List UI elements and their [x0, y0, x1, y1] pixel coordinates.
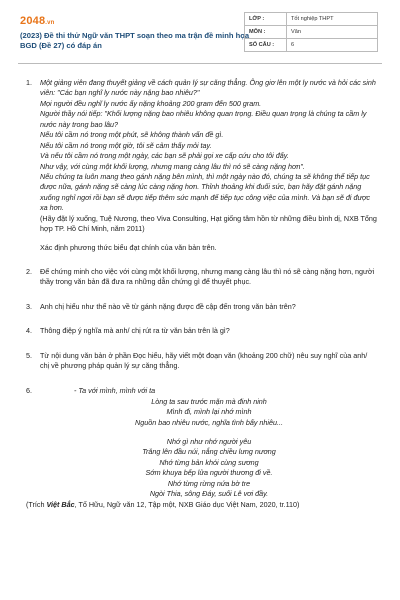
question-4	[26, 326, 378, 336]
poem-line: Nhớ từng bản khói cùng sương	[159, 457, 259, 467]
meta-key: MÔN :	[245, 26, 287, 39]
question-number: 5.	[26, 350, 32, 360]
poem-line: Nhớ gì như nhớ người yêu	[166, 436, 252, 446]
source-prefix: (Trích	[26, 499, 47, 509]
poem-first-line: - Ta với mình, mình với ta	[74, 385, 156, 395]
passage-paragraph: Nếu tôi cầm nó trong một phút, sẽ không thành vấn đề gì.	[40, 130, 224, 140]
meta-value: 6	[287, 39, 378, 52]
question-5	[26, 351, 378, 372]
question-2	[26, 267, 378, 288]
meta-value: Tốt nghiệp THPT	[287, 13, 378, 26]
document-title: (2023) Đề thi thử Ngữ văn THPT soạn theo ma trận đề minh họa BGD (Đề 27) có đáp án	[20, 31, 250, 51]
poem-line: Ngòi Thia, sông Đáy, suối Lê vơi đầy.	[149, 489, 269, 499]
passage-paragraph: Người thầy nói tiếp: "Khối lượng nặng bao nhiêu không quan trọng. Điều quan trọng là chúng ta cầm ly nước này trong bao lâu?	[40, 109, 367, 129]
question-number: 1.	[26, 78, 32, 87]
document-header	[18, 0, 382, 64]
question-number: 3.	[26, 301, 32, 311]
meta-key: SỐ CÂU :	[245, 39, 287, 52]
question-number: 6.	[26, 385, 32, 395]
reading-passage	[40, 78, 378, 214]
meta-row-count	[245, 39, 378, 52]
question-number: 4.	[26, 326, 32, 336]
passage-source: (Hãy đặt lý xuống, Tuệ Nương, theo Viva Consulting, Hạt giống tâm hồn từ những điều bình dị, NXB Tổng hợp TP. Hồ Chí Minh, năm 2011)	[40, 213, 377, 234]
logo-suffix-text: .vn	[45, 20, 55, 26]
passage-paragraph: Mọi người đều nghĩ ly nước ấy nặng khoảng 200 gram đến 500 gram.	[40, 98, 262, 108]
question-text: Từ nội dung văn bản ở phần Đọc hiểu, hãy viết một đoạn văn (khoảng 200 chữ) nêu suy nghĩ của anh/ chị về phương pháp quản lý sự căng thẳng.	[40, 350, 368, 371]
poem-excerpt	[40, 397, 378, 500]
passage-paragraph: Nếu tôi cầm nó trong một giờ, tôi sẽ cảm thấy mỏi tay.	[40, 140, 212, 150]
passage-paragraph: Như vậy, với cùng một khối lượng, nhưng mang càng lâu thì nó sẽ càng nặng hơn".	[40, 161, 305, 171]
question-text: Để chứng minh cho việc với cùng một khối lượng, nhưng mang càng lâu thì nó sẽ càng nặng hơn, người thầy trong văn bản đã đưa ra những dẫn chứng gì để thuyết phục.	[40, 267, 375, 287]
document-content	[18, 64, 382, 510]
question-3	[26, 302, 378, 312]
poem-line: Lòng ta sau trước mặn mà đinh ninh	[151, 396, 267, 406]
question-6	[26, 386, 378, 510]
passage-paragraph: Và nếu tôi cầm nó trong một ngày, các bạn sẽ phải gọi xe cấp cứu cho tôi đấy.	[40, 151, 289, 161]
source-title: Việt Bắc	[46, 499, 75, 509]
poem-source	[26, 500, 378, 510]
poem-line: Mình đi, mình lại nhớ mình	[166, 407, 252, 417]
meta-value: Văn	[287, 26, 378, 39]
question-1	[26, 78, 378, 253]
exam-meta-table	[244, 12, 378, 52]
passage-paragraph: Nếu chúng ta luôn mang theo gánh nặng bên mình, thì một ngày nào đó, chúng ta sẽ không thể tiếp tục được nữa, gánh nặng sẽ càng lúc càng nặng hơn. Thỉnh thoảng khi đuối sức, bạn hãy đặt gánh nặng xuống nghỉ ngơi rồi bạn sẽ được tiếp thêm sức mạnh để tiếp tục công việc của mình. Và bạn sẽ đi được xa hơn.	[40, 171, 370, 213]
poem-line: Trăng lên đầu núi, nắng chiều lưng nương	[142, 447, 276, 457]
logo-main-text: 2048	[20, 15, 46, 27]
question-text: Thông điệp ý nghĩa mà anh/ chị rút ra từ văn bản trên là gì?	[40, 326, 230, 336]
question-text: Xác định phương thức biểu đạt chính của văn bản trên.	[40, 242, 217, 252]
question-number: 2.	[26, 267, 32, 276]
poem-line: Sớm khuya bếp lửa người thương đi về.	[145, 468, 273, 478]
passage-paragraph: Một giảng viên đang thuyết giảng về cách quản lý sự căng thẳng. Ông giơ lên một ly nước và hỏi các sinh viên: "Các bạn nghĩ ly nước này nặng bao nhiêu?"	[40, 78, 376, 98]
meta-key: LỚP :	[245, 13, 287, 26]
site-logo[interactable]	[20, 14, 55, 30]
poem-line: Nguồn bao nhiêu nước, nghĩa tình bấy nhiêu...	[135, 417, 283, 427]
poem-line: Nhớ từng rừng nứa bờ tre	[167, 478, 251, 488]
source-rest: , Tố Hữu, Ngữ văn 12, Tập một, NXB Giáo dục Việt Nam, 2020, tr.110)	[74, 499, 300, 509]
meta-row-class	[245, 13, 378, 26]
meta-row-subject	[245, 26, 378, 39]
question-text: Anh chị hiểu như thế nào về từ gánh nặng được đề cập đến trong văn bản trên?	[40, 301, 296, 311]
